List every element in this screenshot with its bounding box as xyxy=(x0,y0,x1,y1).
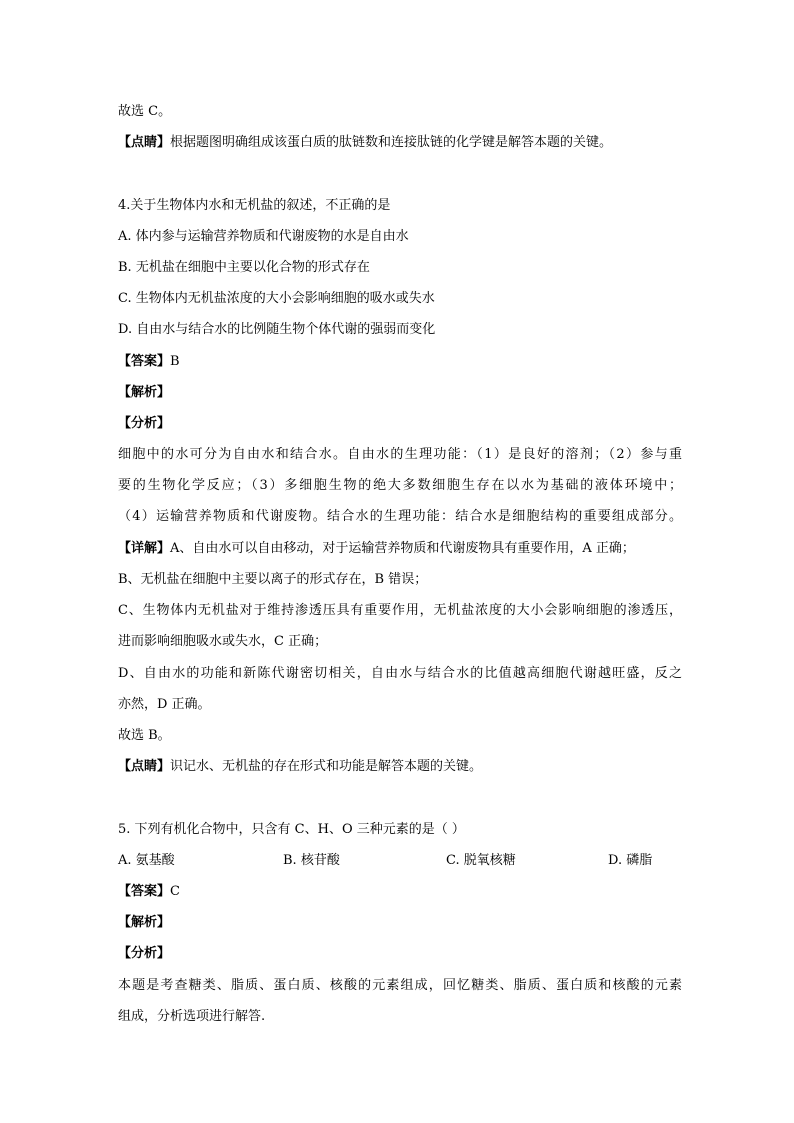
q5-option-d: D. 磷脂 xyxy=(608,853,653,868)
q5-option-c: C. 脱氧核糖 xyxy=(446,853,516,868)
detail-tag: 【详解】 xyxy=(118,541,171,556)
answer-tag: 【答案】 xyxy=(118,354,171,369)
q4-detail-line: 亦然，D 正确。 xyxy=(118,697,211,712)
point-tag: 【点睛】 xyxy=(118,135,171,150)
q4-fenxi-line: 细胞中的水可分为自由水和结合水。自由水的生理功能：（1）是良好的溶剂；（2）参与重 xyxy=(118,447,682,462)
point-text: 根据题图明确组成该蛋白质的肽链数和连接肽链的化学键是解答本题的关键。 xyxy=(170,135,613,150)
q4-option-a: A. 体内参与运输营养物质和代谢废物的水是自由水 xyxy=(118,229,409,244)
q5-stem: 5. 下列有机化合物中，只含有 C、H、O 三种元素的是（ ） xyxy=(118,822,465,837)
q4-detail-line: B、无机盐在细胞中主要以离子的形式存在，B 错误； xyxy=(118,572,428,587)
q4-fenxi-line: 要的生物化学反应；（3）多细胞生物的绝大多数细胞生存在以水为基础的液体环境中； xyxy=(118,478,682,493)
q3-conclusion: 故选 C。 xyxy=(118,104,172,119)
q4-option-c: C. 生物体内无机盐浓度的大小会影响细胞的吸水或失水 xyxy=(118,291,435,306)
q4-detail-line: D、自由水的功能和新陈代谢密切相关，自由水与结合水的比值越高细胞代谢越旺盛，反之 xyxy=(118,666,682,681)
q4-answer xyxy=(118,354,682,370)
q4-option-b: B. 无机盐在细胞中主要以化合物的形式存在 xyxy=(118,260,370,275)
q5-fenxi-line: 组成，分析选项进行解答. xyxy=(118,1009,266,1024)
q4-fenxi-line: （4）运输营养物质和代谢废物。结合水的生理功能：结合水是细胞结构的重要组成部分。 xyxy=(118,509,682,524)
q4-detail-line: 进而影响细胞吸水或失水，C 正确； xyxy=(118,634,328,649)
q4-fenxi-tag: 【分析】 xyxy=(118,416,171,431)
answer-tag: 【答案】 xyxy=(118,884,171,899)
q4-analysis-tag: 【解析】 xyxy=(118,385,171,400)
q5-fenxi-line: 本题是考查糖类、脂质、蛋白质、核酸的元素组成，回忆糖类、脂质、蛋白质和核酸的元素 xyxy=(118,978,682,993)
point-text: 识记水、无机盐的存在形式和功能是解答本题的关键。 xyxy=(170,759,483,774)
point-tag: 【点睛】 xyxy=(118,759,171,774)
detail-text: A、自由水可以自由移动，对于运输营养物质和代谢废物具有重要作用，A 正确； xyxy=(170,541,635,556)
q4-detail-line: C、生物体内无机盐对于维持渗透压具有重要作用，无机盐浓度的大小会影响细胞的渗透压， xyxy=(118,603,682,618)
answer-value: B xyxy=(170,354,180,369)
q4-point xyxy=(118,759,682,775)
q4-conclusion: 故选 B。 xyxy=(118,728,171,743)
q5-option-a: A. 氨基酸 xyxy=(118,853,175,868)
q5-answer xyxy=(118,884,682,900)
q4-detail-first xyxy=(118,541,682,557)
q4-stem: 4.关于生物体内水和无机盐的叙述，不正确的是 xyxy=(118,198,391,213)
answer-value: C xyxy=(170,884,180,899)
q5-analysis-tag: 【解析】 xyxy=(118,915,171,930)
q4-option-d: D. 自由水与结合水的比例随生物个体代谢的强弱而变化 xyxy=(118,322,436,337)
q3-point xyxy=(118,135,682,151)
q5-option-b: B. 核苷酸 xyxy=(283,853,340,868)
q5-fenxi-tag: 【分析】 xyxy=(118,946,171,961)
